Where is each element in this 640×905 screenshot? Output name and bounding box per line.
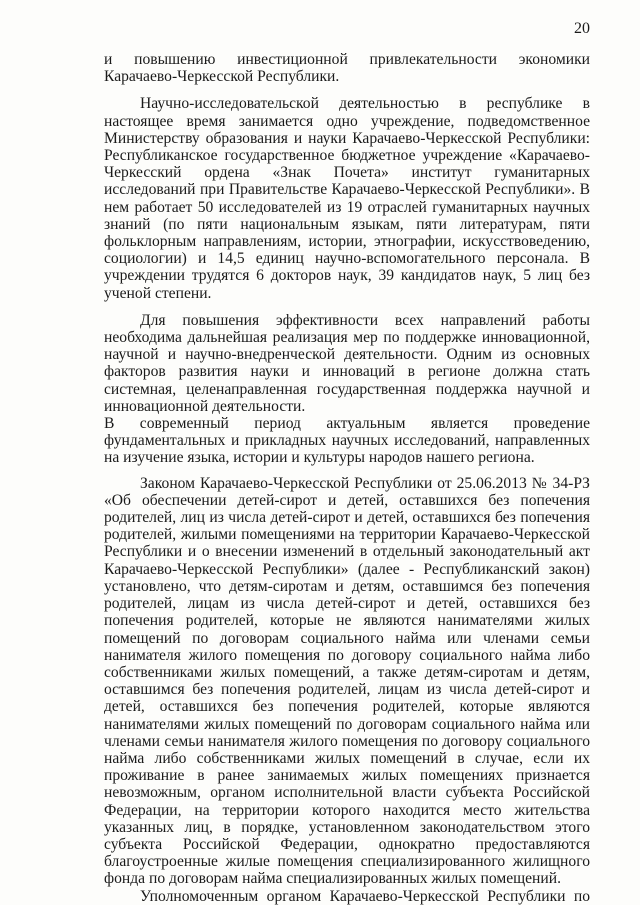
paragraph-authorized-body: Уполномоченным органом Карачаево-Черкесской Республики по (140, 887, 590, 905)
paragraph-law: Законом Карачаево-Черкесской Республики от 25.06.2013 № 34-РЗ «Об обеспечении детей-сирот и детей, оставшихся без попечения родителей, лиц из числа детей-сирот и детей, оставшихся без попечения родителей, жилыми помещениями на территории Карачаево-Черкесской Республики и о внесении изменений в отдельный законодательный акт Карачаево-Черкесской Республики» (далее - Республиканский закон) установлено, что детям-сиротам и детям, оставшимся без попечения родителей, лицам из числа детей-сирот и детей, оставшихся без попечения родителей, которые не являются нанимателями жилых помещений по договорам социального найма или членами семьи нанимателя жилого помещения по договору социального найма либо собственниками жилых помещений, а также детям-сиротам и детям, оставшимся без попечения родителей, лицам из числа детей-сирот и детей, оставшихся без попечения родителей, которые являются нанимателями жилых помещений по договорам социального найма или членами семьи нанимателя жилого помещения по договору социального найма либо собственниками жилых помещений в случае, если их проживание в ранее занимаемых жилых помещениях признается невозможным, органом исполнительной власти субъекта Российской Федерации, на территории которого находится место жительства указанных лиц, в порядке, установленном законодательством этого субъекта Российской Федерации, однократно предоставляются благоустроенные жилые помещения специализированного жилищного фонда по договорам найма специализированных жилых помещений. (104, 474, 590, 888)
document-body (104, 51, 590, 905)
page-number: 20 (574, 20, 590, 37)
paragraph-continuation: и повышению инвестиционной привлекательности экономики Карачаево-Черкесской Республики. (104, 51, 590, 86)
paragraph-research-institution: Научно-исследовательской деятельностью в республике в настоящее время занимается одно учреждение, подведомственное Министерству образования и науки Карачаево-Черкесской Республики: Республиканское государственное бюджетное учреждение «Карачаево-Черкесский ордена «Знак Почета» институт гуманитарных исследований при Правительстве Карачаево-Черкесской Республики». В нем работает 50 исследователей из 19 отраслей гуманитарных научных знаний (по пяти национальным языкам, пяти литературам, пяти фольклорным направлениям, истории, этнографии, искусствоведению, социологии) и 14,5 единиц научно-вспомогательного персонала. В учреждении трудятся 6 докторов наук, 39 кандидатов наук, 5 лиц без ученой степени. (104, 95, 590, 302)
paragraph-modern-period: В современный период актуальным является проведение фундаментальных и прикладных научных исследований, направленных на изучение языка, истории и культуры народов нашего региона. (104, 415, 590, 467)
paragraph-efficiency: Для повышения эффективности всех направлений работы необходима дальнейшая реализация мер по поддержке инновационной, научной и научно-внедренческой деятельности. Одним из основных факторов развития науки и инноваций в регионе должна стать системная, целенаправленная государственная поддержка научной и инновационной деятельности. (104, 311, 590, 415)
